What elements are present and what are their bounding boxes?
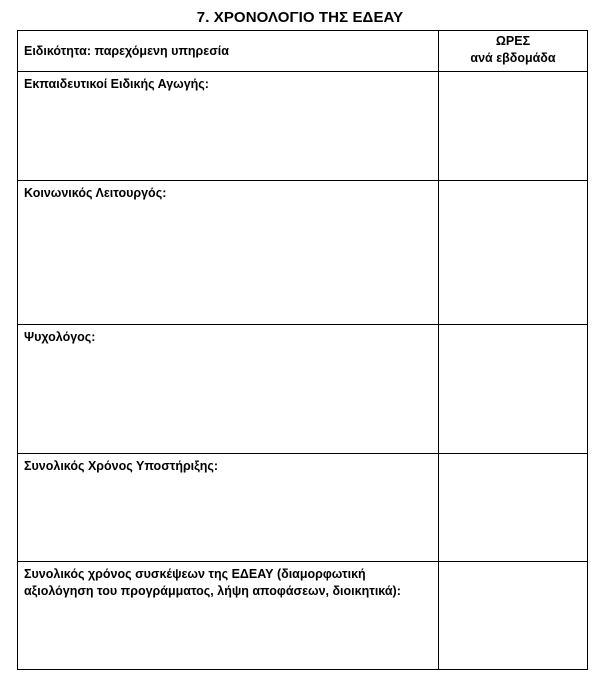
hours-cell-total-meeting-time[interactable] — [439, 562, 588, 670]
row-label-total-meeting-time: Συνολικός χρόνος συσκέψεων της ΕΔΕΑΥ (διαμορφωτική αξιολόγηση του προγράμματος, λήψη αποφάσεων, διοικητικά): — [18, 562, 439, 670]
table-row — [18, 562, 588, 670]
header-hours-line2: ανά εβδομάδα — [470, 51, 556, 65]
table-row — [18, 325, 588, 454]
row-label-psychologist: Ψυχολόγος: — [18, 325, 439, 454]
hours-cell-special-ed-teachers[interactable] — [439, 72, 588, 181]
table-header-row — [18, 31, 588, 72]
row-label-total-support-time: Συνολικός Χρόνος Υποστήριξης: — [18, 454, 439, 562]
header-service: Ειδικότητα: παρεχόμενη υπηρεσία — [18, 31, 439, 72]
table-row — [18, 72, 588, 181]
weekly-schedule-table — [17, 30, 588, 670]
hours-cell-social-worker[interactable] — [439, 181, 588, 325]
table-row — [18, 181, 588, 325]
section-title: 7. ΧΡΟΝΟΛΟΓΙΟ ΤΗΣ ΕΔΕΑΥ — [196, 9, 404, 26]
header-hours — [439, 31, 588, 72]
header-hours-line1: ΩΡΕΣ — [495, 34, 531, 48]
hours-cell-total-support-time[interactable] — [439, 454, 588, 562]
row-label-special-ed-teachers: Εκπαιδευτικοί Ειδικής Αγωγής: — [18, 72, 439, 181]
table-row — [18, 454, 588, 562]
row-label-social-worker: Κοινωνικός Λειτουργός: — [18, 181, 439, 325]
hours-cell-psychologist[interactable] — [439, 325, 588, 454]
